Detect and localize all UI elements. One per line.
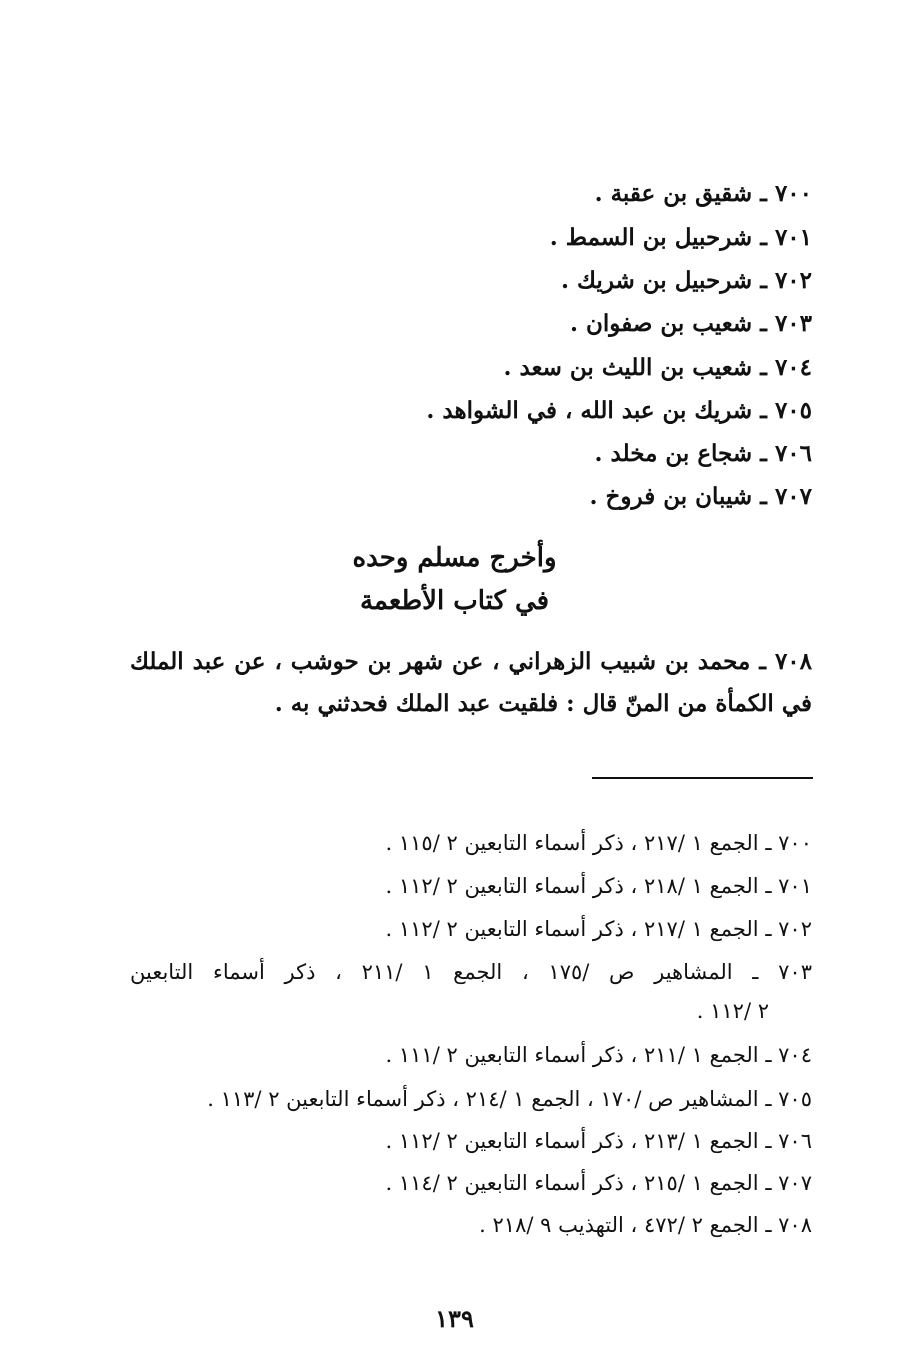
narrator-entry-702: ٧٠٢ ـ شرحبيل بن شريك . bbox=[561, 267, 812, 294]
footnote-701: ٧٠١ ـ الجمع ١ /٢١٨ ، ذكر أسماء التابعين ٢ /١١٢ . bbox=[385, 874, 812, 898]
hadith-line-2: في الكمأة من المنّ قال : فلقيت عبد الملك فحدثني به . bbox=[274, 690, 812, 717]
footnote-separator bbox=[592, 777, 813, 779]
narrator-entry-701: ٧٠١ ـ شرحبيل بن السمط . bbox=[549, 224, 812, 251]
section-heading-line1: وأخرج مسلم وحده bbox=[352, 543, 557, 573]
narrator-entry-703: ٧٠٣ ـ شعيب بن صفوان . bbox=[570, 310, 812, 337]
narrator-entry-704: ٧٠٤ ـ شعيب بن الليث بن سعد . bbox=[503, 354, 812, 381]
section-heading-line2: في كتاب الأطعمة bbox=[359, 586, 550, 616]
hadith-line-1: ٧٠٨ ـ محمد بن شبيب الزهراني ، عن شهر بن حوشب ، عن عبد الملك bbox=[130, 648, 812, 675]
footnote-705: ٧٠٥ ـ المشاهير ص /١٧٠ ، الجمع ١ /٢١٤ ، ذكر أسماء التابعين ٢ /١١٣ . bbox=[207, 1087, 812, 1111]
page-number: ١٣٩ bbox=[435, 1304, 474, 1333]
footnote-703-continuation: ٢ /١١٢ . bbox=[696, 999, 769, 1023]
footnote-703: ٧٠٣ ـ المشاهير ص /١٧٥ ، الجمع ١ /٢١١ ، ذكر أسماء التابعين bbox=[130, 960, 812, 984]
narrator-entry-700: ٧٠٠ ـ شقيق بن عقبة . bbox=[594, 180, 812, 207]
narrator-entry-705: ٧٠٥ ـ شريك بن عبد الله ، في الشواهد . bbox=[426, 397, 812, 424]
narrator-entry-706: ٧٠٦ ـ شجاع بن مخلد . bbox=[594, 440, 812, 467]
footnote-706: ٧٠٦ ـ الجمع ١ /٢١٣ ، ذكر أسماء التابعين ٢ /١١٢ . bbox=[385, 1129, 812, 1153]
footnote-702: ٧٠٢ ـ الجمع ١ /٢١٧ ، ذكر أسماء التابعين ٢ /١١٢ . bbox=[385, 917, 812, 941]
footnote-700: ٧٠٠ ـ الجمع ١ /٢١٧ ، ذكر أسماء التابعين ٢ /١١٥ . bbox=[385, 831, 812, 855]
footnote-704: ٧٠٤ ـ الجمع ١ /٢١١ ، ذكر أسماء التابعين ٢ /١١١ . bbox=[385, 1043, 812, 1067]
footnote-708: ٧٠٨ ـ الجمع ٢ /٤٧٢ ، التهذيب ٩ /٢١٨ . bbox=[479, 1213, 812, 1237]
footnote-707: ٧٠٧ ـ الجمع ١ /٢١٥ ، ذكر أسماء التابعين ٢ /١١٤ . bbox=[385, 1171, 812, 1195]
narrator-entry-707: ٧٠٧ ـ شيبان بن فروخ . bbox=[589, 483, 812, 510]
